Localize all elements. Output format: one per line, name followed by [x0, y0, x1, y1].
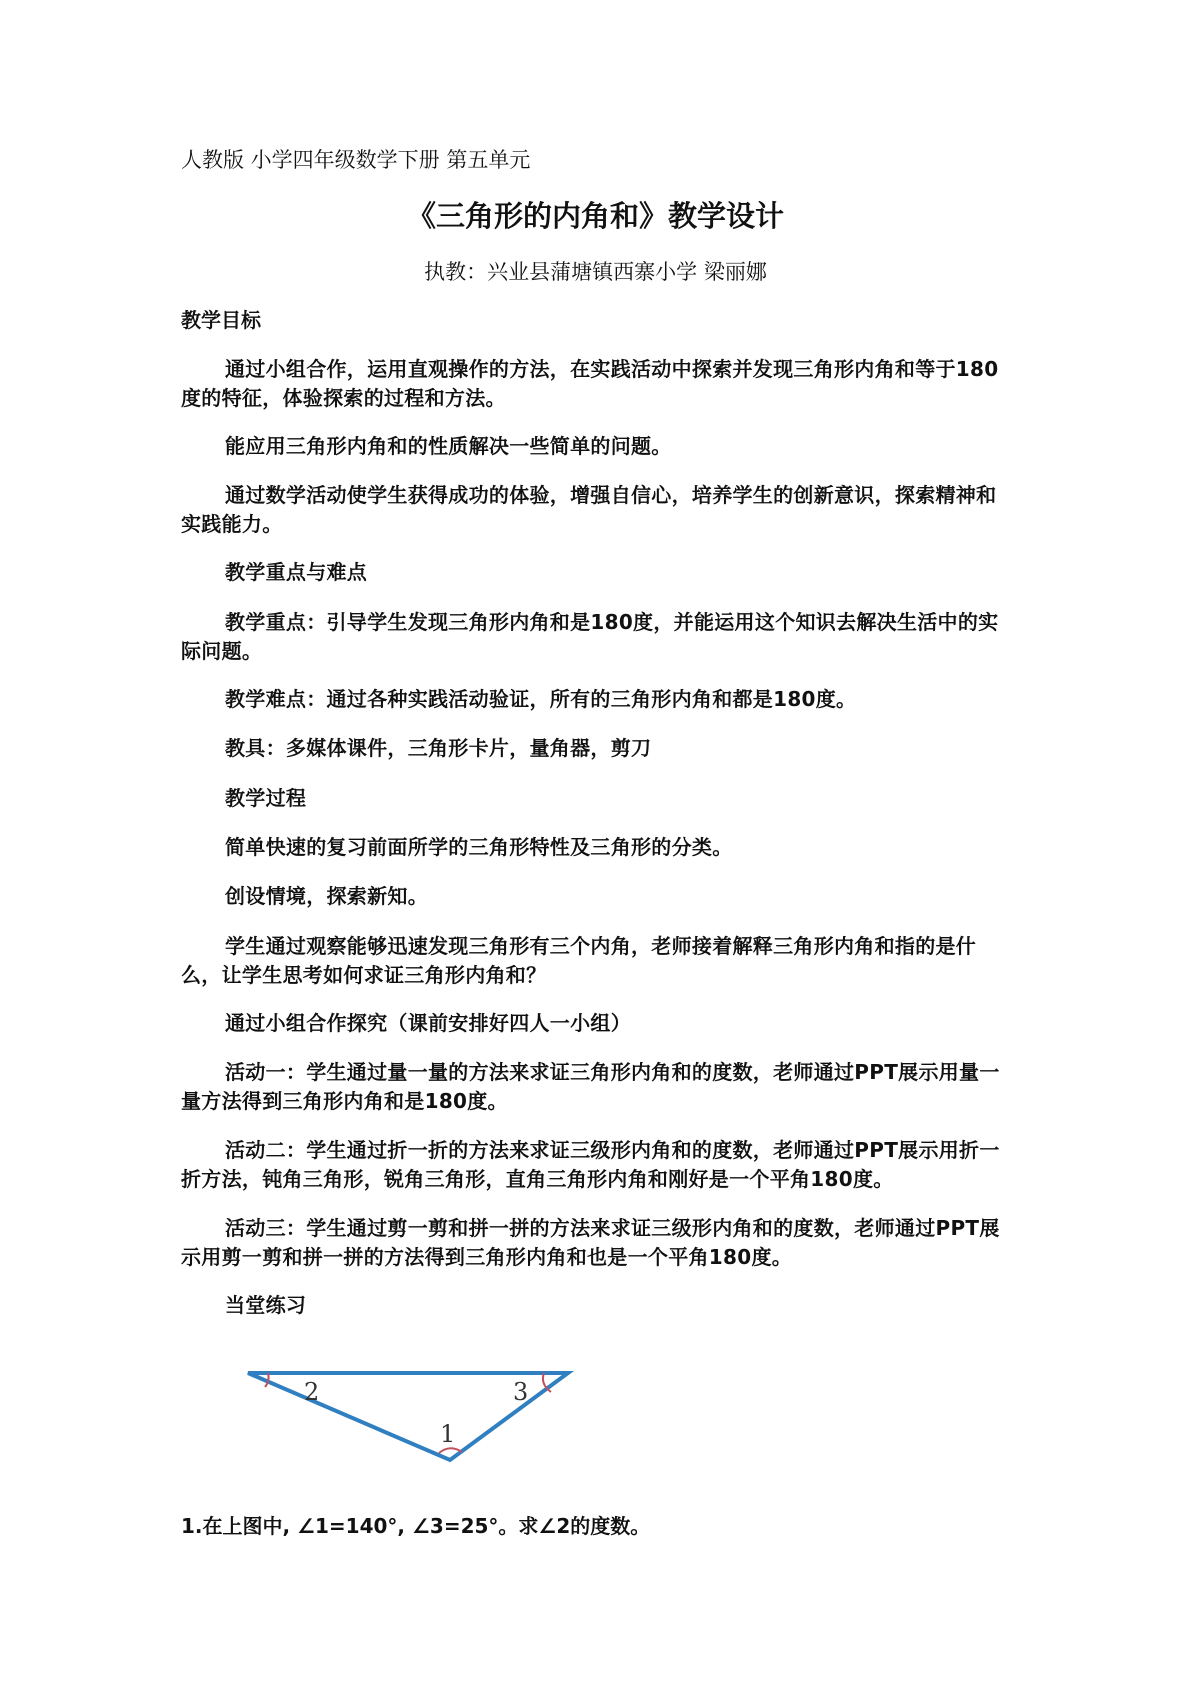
series-line: 人教版 小学四年级数学下册 第五单元 [181, 148, 531, 172]
situation-paragraph: 创设情境，探索新知。 [225, 884, 428, 908]
angle-1-label: 1 [440, 1420, 456, 1448]
activity-1-paragraph: 活动一：学生通过量一量的方法来求证三角形内角和的度数，老师通过PPT展示用量一量方法得到三角形内角和是180度。 [181, 1060, 1000, 1113]
activity-3-paragraph: 活动三：学生通过剪一剪和拼一拼的方法来求证三级形内角和的度数，老师通过PPT展示用剪一剪和拼一拼的方法得到三角形内角和也是一个平角180度。 [181, 1216, 1000, 1269]
exercise-question-1: 1.在上图中, ∠1=140°, ∠3=25°。求∠2的度数。 [181, 1514, 651, 1538]
key-points-heading: 教学重点与难点 [225, 560, 368, 584]
objectives-heading: 教学目标 [181, 308, 261, 332]
triangle-figure [240, 1360, 580, 1470]
author-line: 执教：兴业县蒲塘镇西寨小学 梁丽娜 [424, 260, 767, 284]
angle-2-label: 2 [304, 1378, 320, 1406]
objective-paragraph-2: 能应用三角形内角和的性质解决一些简单的问题。 [225, 434, 672, 458]
key-point-paragraph: 教学重点：引导学生发现三角形内角和是180度，并能运用这个知识去解决生活中的实际问题。 [181, 610, 999, 663]
tools-paragraph: 教具：多媒体课件，三角形卡片，量角器，剪刀 [225, 736, 652, 760]
observe-paragraph: 学生通过观察能够迅速发现三角形有三个内角，老师接着解释三角形内角和指的是什么，让学生思考如何求证三角形内角和？ [181, 934, 977, 987]
document-title: 《三角形的内角和》教学设计 [406, 199, 784, 233]
angle-3-label: 3 [513, 1378, 529, 1406]
process-heading: 教学过程 [225, 786, 307, 810]
difficulty-paragraph: 教学难点：通过各种实践活动验证，所有的三角形内角和都是180度。 [225, 687, 857, 711]
objective-paragraph-3: 通过数学活动使学生获得成功的体验，增强自信心，培养学生的创新意识，探索精神和实践能力。 [181, 483, 997, 536]
practice-heading: 当堂练习 [225, 1293, 307, 1317]
group-paragraph: 通过小组合作探究（课前安排好四人一小组） [225, 1011, 631, 1035]
activity-2-paragraph: 活动二：学生通过折一折的方法来求证三级形内角和的度数，老师通过PPT展示用折一折方法，钝角三角形，锐角三角形，直角三角形内角和刚好是一个平角180度。 [181, 1138, 1000, 1191]
review-paragraph: 简单快速的复习前面所学的三角形特性及三角形的分类。 [225, 835, 733, 859]
objective-paragraph-1: 通过小组合作，运用直观操作的方法，在实践活动中探索并发现三角形内角和等于180度的特征，体验探索的过程和方法。 [181, 357, 999, 410]
